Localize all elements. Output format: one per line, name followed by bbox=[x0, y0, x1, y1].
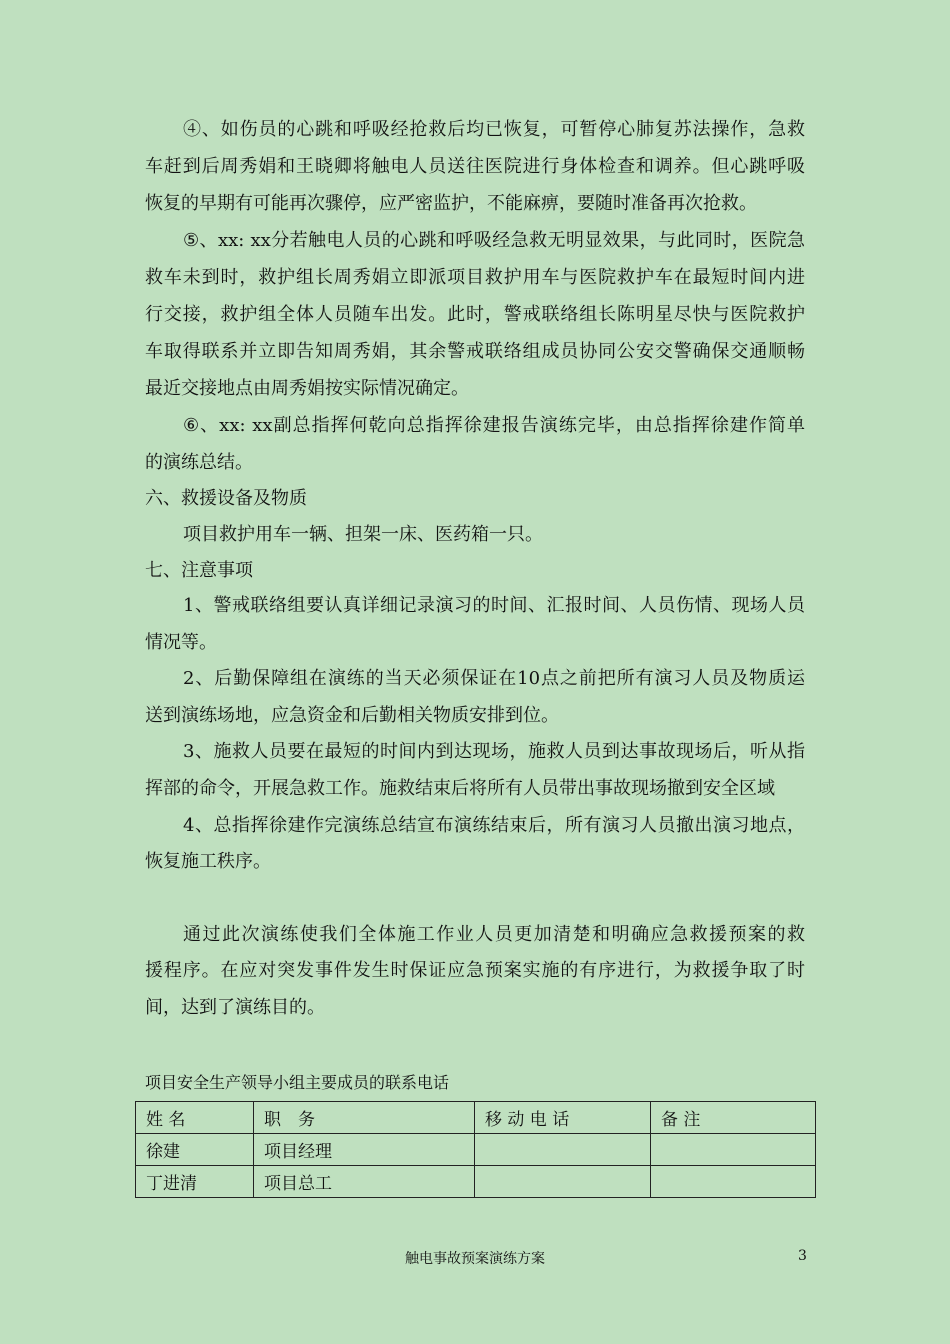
cell bbox=[475, 1134, 651, 1166]
cell bbox=[651, 1134, 816, 1166]
table-row bbox=[136, 1134, 816, 1166]
paragraph-line: 车取得联系并立即告知周秀娟，其余警戒联络组成员协同公安交警确保交通顺畅 bbox=[145, 341, 805, 362]
header-cell: 移 动 电 话 bbox=[475, 1102, 651, 1134]
paragraph-line: 2、后勤保障组在演练的当天必须保证在10点之前把所有演习人员及物质运 bbox=[183, 668, 805, 689]
paragraph-line: ⑤、xx: xx分若触电人员的心跳和呼吸经急救无明显效果，与此同时，医院急 bbox=[183, 230, 805, 251]
cell bbox=[651, 1166, 816, 1198]
paragraph-line: 行交接，救护组全体人员随车出发。此时，警戒联络组长陈明星尽快与医院救护 bbox=[145, 304, 805, 325]
paragraph-line: 六、救援设备及物质 bbox=[145, 488, 307, 509]
paragraph-line: 最近交接地点由周秀娟按实际情况确定。 bbox=[145, 378, 469, 399]
paragraph-line: ④、如伤员的心跳和呼吸经抢救后均已恢复，可暂停心肺复苏法操作，急救 bbox=[183, 119, 805, 140]
header-cell: 姓 名 bbox=[136, 1102, 254, 1134]
cell: 丁进清 bbox=[136, 1166, 254, 1198]
header-cell: 职 务 bbox=[254, 1102, 475, 1134]
paragraph-line: 3、施救人员要在最短的时间内到达现场，施救人员到达事故现场后，听从指 bbox=[183, 741, 805, 762]
footer-title: 触电事故预案演练方案 bbox=[405, 1251, 545, 1267]
cell: 项目总工 bbox=[254, 1166, 475, 1198]
paragraph-line: 恢复的早期有可能再次骤停，应严密监护，不能麻痹，要随时准备再次抢救。 bbox=[145, 193, 757, 214]
header-cell: 备 注 bbox=[651, 1102, 816, 1134]
paragraph-line: 七、注意事项 bbox=[145, 560, 253, 581]
paragraph-line: 的演练总结。 bbox=[145, 452, 253, 473]
paragraph-line: 间，达到了演练目的。 bbox=[145, 997, 325, 1018]
table-title: 项目安全生产领导小组主要成员的联系电话 bbox=[145, 1073, 450, 1092]
cell bbox=[475, 1166, 651, 1198]
cell: 徐建 bbox=[136, 1134, 254, 1166]
paragraph-line: 援程序。在应对突发事件发生时保证应急预案实施的有序进行，为救援争取了时 bbox=[145, 960, 805, 981]
contact-table bbox=[135, 1101, 816, 1198]
table-header-row bbox=[136, 1102, 816, 1134]
paragraph-line: ⑥、xx: xx副总指挥何乾向总指挥徐建报告演练完毕，由总指挥徐建作简单 bbox=[183, 415, 805, 436]
paragraph-line: 通过此次演练使我们全体施工作业人员更加清楚和明确应急救援预案的救 bbox=[183, 924, 805, 945]
paragraph-line: 项目救护用车一辆、担架一床、医药箱一只。 bbox=[183, 524, 543, 545]
paragraph-line: 救车未到时，救护组长周秀娟立即派项目救护用车与医院救护车在最短时间内进 bbox=[145, 267, 805, 288]
table-row bbox=[136, 1166, 816, 1198]
paragraph-line: 4、总指挥徐建作完演练总结宣布演练结束后，所有演习人员撤出演习地点， bbox=[183, 815, 805, 836]
paragraph-line: 车赶到后周秀娟和王晓卿将触电人员送往医院进行身体检查和调养。但心跳呼吸 bbox=[145, 156, 805, 177]
paragraph-line: 1、警戒联络组要认真详细记录演习的时间、汇报时间、人员伤情、现场人员 bbox=[183, 595, 805, 616]
page-number: 3 bbox=[798, 1248, 807, 1264]
cell: 项目经理 bbox=[254, 1134, 475, 1166]
paragraph-line: 恢复施工秩序。 bbox=[145, 851, 271, 872]
paragraph-line: 情况等。 bbox=[145, 632, 217, 653]
paragraph-line: 送到演练场地，应急资金和后勤相关物质安排到位。 bbox=[145, 705, 559, 726]
paragraph-line: 挥部的命令，开展急救工作。施救结束后将所有人员带出事故现场撤到安全区域 bbox=[145, 778, 775, 799]
